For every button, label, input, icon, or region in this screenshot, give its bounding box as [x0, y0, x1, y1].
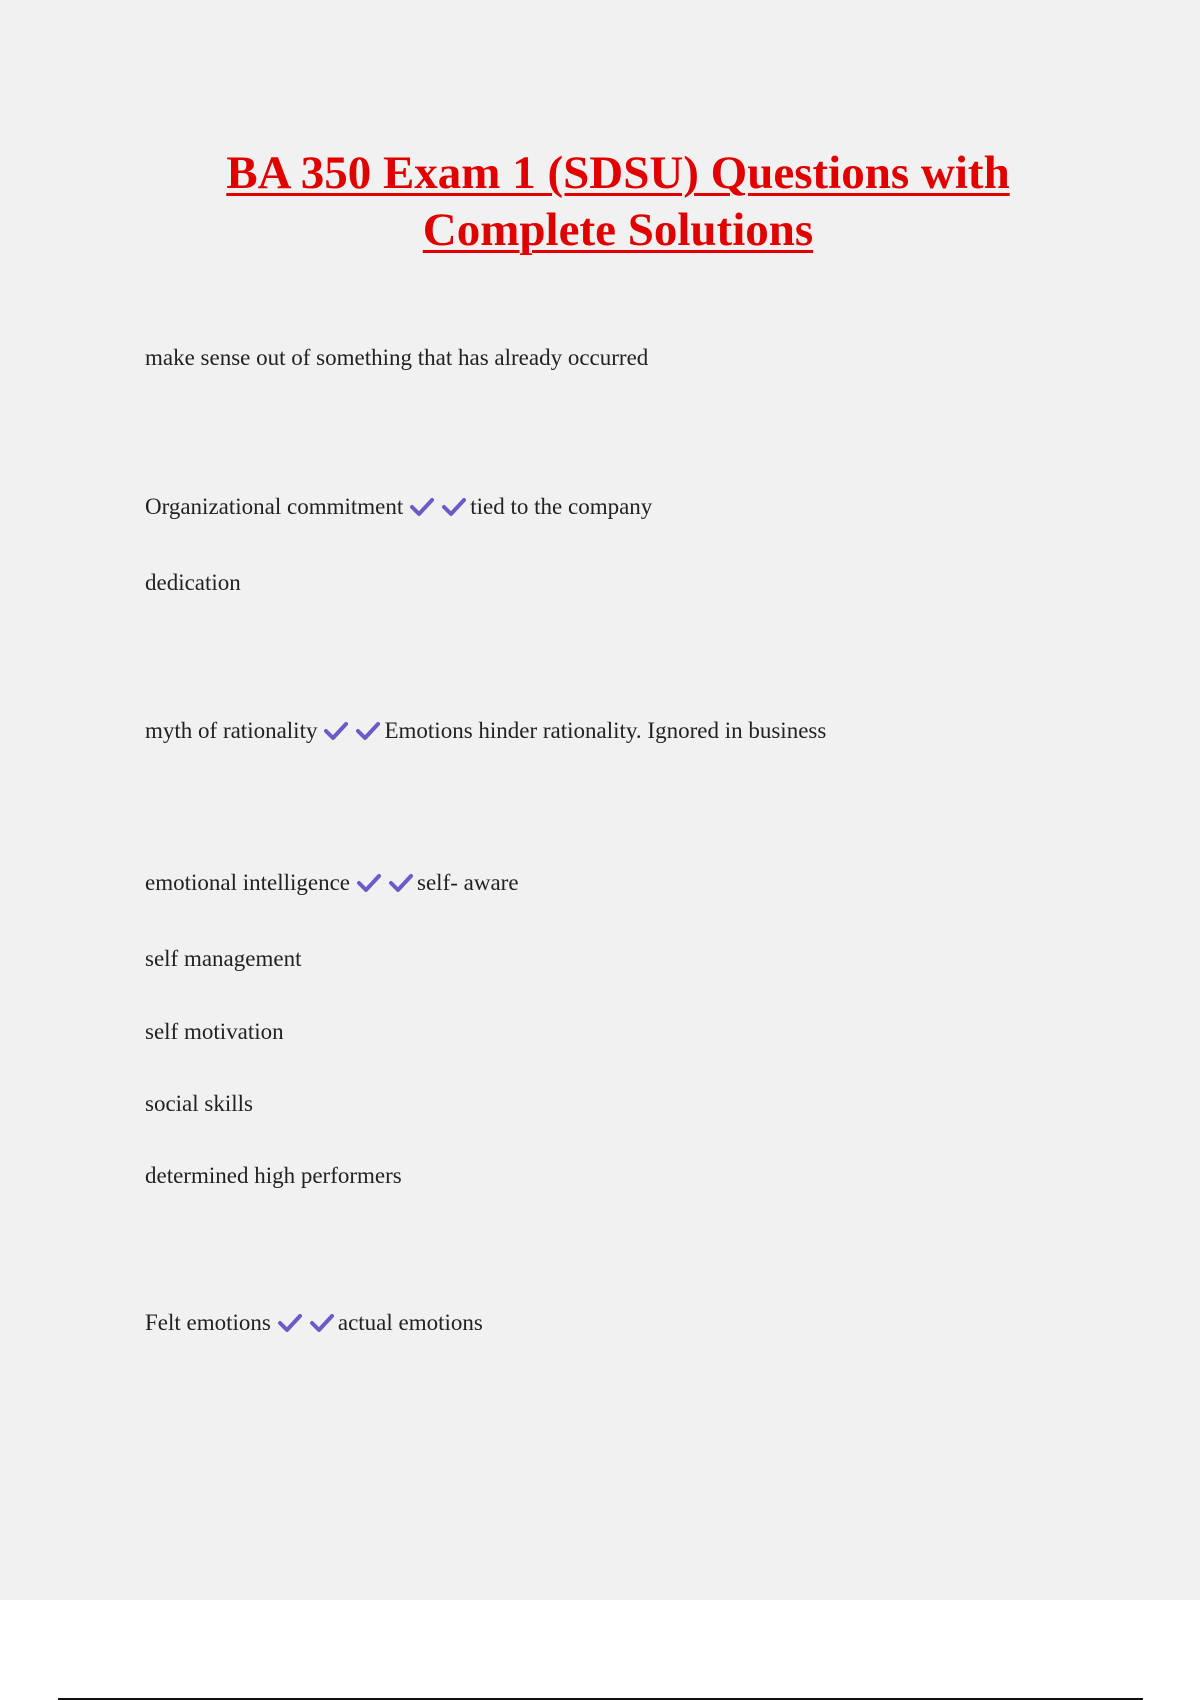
entry-extra: dedication: [145, 570, 241, 595]
title-line-1: BA 350 Exam 1 (SDSU) Questions with: [226, 147, 1010, 199]
checkmark-icon: [309, 1312, 335, 1334]
entry-term: myth of rationality: [145, 718, 318, 743]
entry-extra: social skills: [145, 1091, 253, 1116]
entry-term: Felt emotions: [145, 1310, 271, 1335]
entry-extra: self motivation: [145, 1019, 284, 1044]
entry-term: Organizational commitment: [145, 494, 404, 519]
checkmark-icon: [277, 1312, 303, 1334]
entry-answer: Emotions hinder rationality. Ignored in business: [384, 718, 827, 743]
checkmark-icon: [355, 720, 381, 742]
entry-line: [145, 716, 826, 746]
checkmark-icon: [356, 872, 382, 894]
entry-extra: self management: [145, 946, 302, 971]
entry-text: make sense out of something that has already occurred: [145, 345, 649, 370]
entry-answer: tied to the company: [470, 494, 653, 519]
entry-term: emotional intelligence: [145, 870, 351, 895]
checkmark-icon: [441, 496, 467, 518]
checkmark-icon: [323, 720, 349, 742]
entry-line: [145, 1308, 483, 1338]
checkmark-icon: [409, 496, 435, 518]
entry-answer: self- aware: [417, 870, 519, 895]
document-title: [0, 145, 1200, 259]
entry-line: [145, 868, 519, 898]
entry-extra: determined high performers: [145, 1163, 402, 1188]
checkmark-icon: [388, 872, 414, 894]
entry-answer: actual emotions: [337, 1310, 483, 1335]
entry-line: [145, 492, 652, 522]
title-line-2: Complete Solutions: [422, 204, 814, 256]
